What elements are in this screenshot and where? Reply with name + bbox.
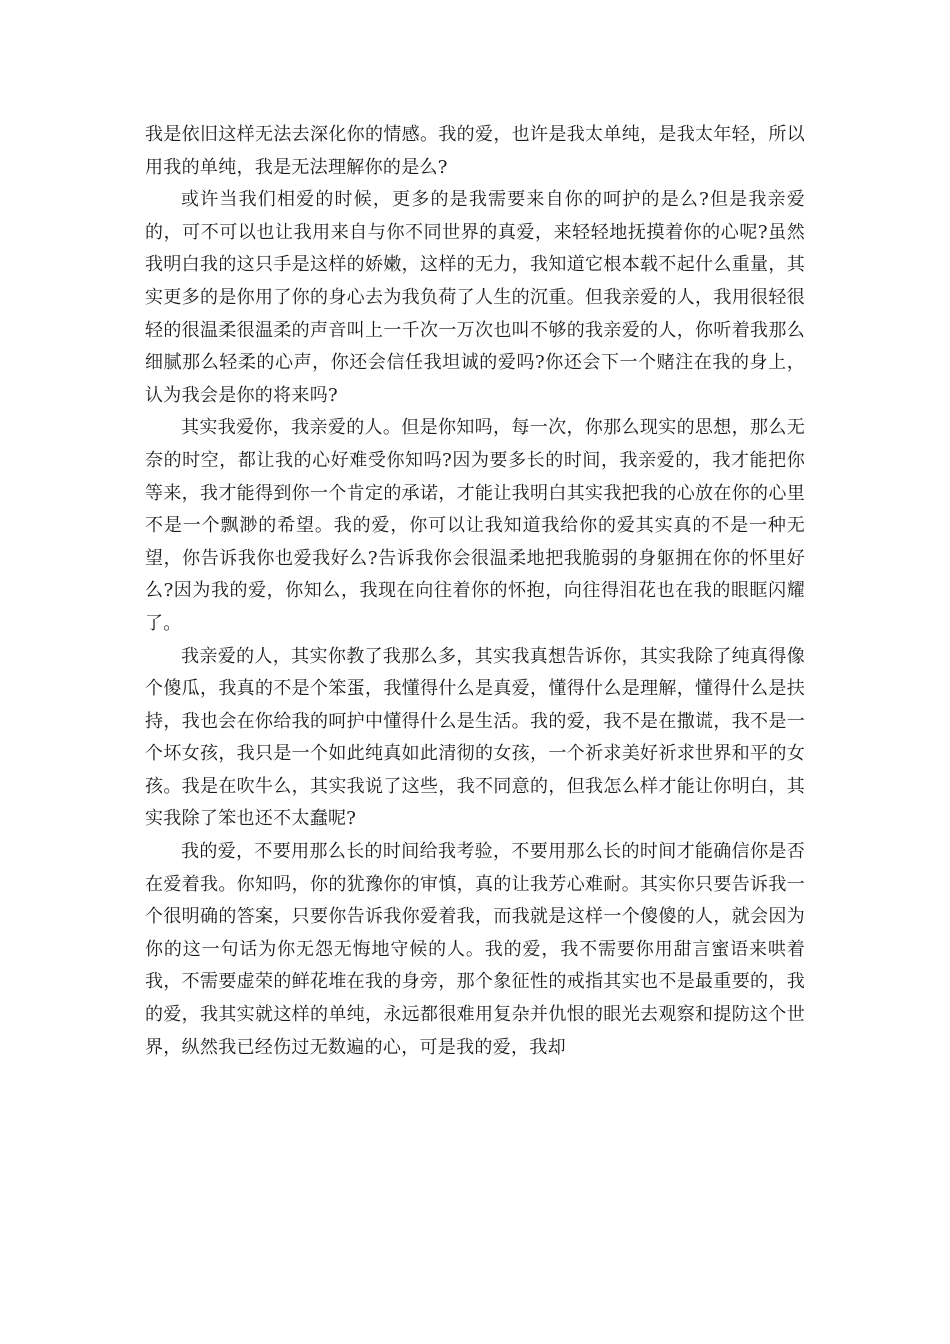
paragraph-4: 我亲爱的人，其实你教了我那么多，其实我真想告诉你，其实我除了纯真得像个傻瓜，我真的不是个笨蛋，我懂得什么是真爱，懂得什么是理解，懂得什么是扶持，我也会在你给我的呵护中懂得什么是生活。我的爱，我不是在撒谎，我不是一个坏女孩，我只是一个如此纯真如此清彻的女孩，一个祈求美好祈求世界和平的女孩。我是在吹牛么，其实我说了这些，我不同意的，但我怎么样才能让你明白，其实我除了笨也还不太蠢呢? bbox=[145, 645, 805, 830]
body-text bbox=[145, 119, 805, 1064]
paragraph-1: 我是依旧这样无法去深化你的情感。我的爱，也许是我太单纯，是我太年轻，所以用我的单纯，我是无法理解你的是么? bbox=[145, 124, 805, 178]
paragraph-5: 我的爱，不要用那么长的时间给我考验，不要用那么长的时间才能确信你是否在爱着我。你知吗，你的犹豫你的审慎，真的让我芳心难耐。其实你只要告诉我一个很明确的答案，只要你告诉我你爱着我，而我就是这样一个傻傻的人，就会因为你的这一句话为你无怨无悔地守候的人。我的爱，我不需要你用甜言蜜语来哄着我，不需要虚荣的鲜花堆在我的身旁，那个象征性的戒指其实也不是最重要的，我的爱，我其实就这样的单纯，永远都很难用复杂并仇恨的眼光去观察和提防这个世界，纵然我已经伤过无数遍的心，可是我的爱，我却 bbox=[145, 841, 805, 1058]
paragraph-2: 或许当我们相爱的时候，更多的是我需要来自你的呵护的是么?但是我亲爱的，可不可以也让我用来自与你不同世界的真爱，来轻轻地抚摸着你的心呢?虽然我明白我的这只手是这样的娇嫩，这样的无力，我知道它根本载不起什么重量，其实更多的是你用了你的身心去为我负荷了人生的沉重。但我亲爱的人，我用很轻很轻的很温柔很温柔的声音叫上一千次一万次也叫不够的我亲爱的人，你听着我那么细腻那么轻柔的心声，你还会信任我坦诚的爱吗?你还会下一个赌注在我的身上，认为我会是你的将来吗? bbox=[145, 189, 805, 406]
paragraph-3: 其实我爱你，我亲爱的人。但是你知吗，每一次，你那么现实的思想，那么无奈的时空，都让我的心好难受你知吗?因为要多长的时间，我亲爱的，我才能把你等来，我才能得到你一个肯定的承诺，才能让我明白其实我把我的心放在你的心里不是一个飘渺的希望。我的爱，你可以让我知道我给你的爱其实真的不是一种无望，你告诉我你也爱我好么?告诉我你会很温柔地把我脆弱的身躯拥在你的怀里好么?因为我的爱，你知么，我现在向往着你的怀抱，向往得泪花也在我的眼眶闪耀了。 bbox=[145, 417, 805, 634]
